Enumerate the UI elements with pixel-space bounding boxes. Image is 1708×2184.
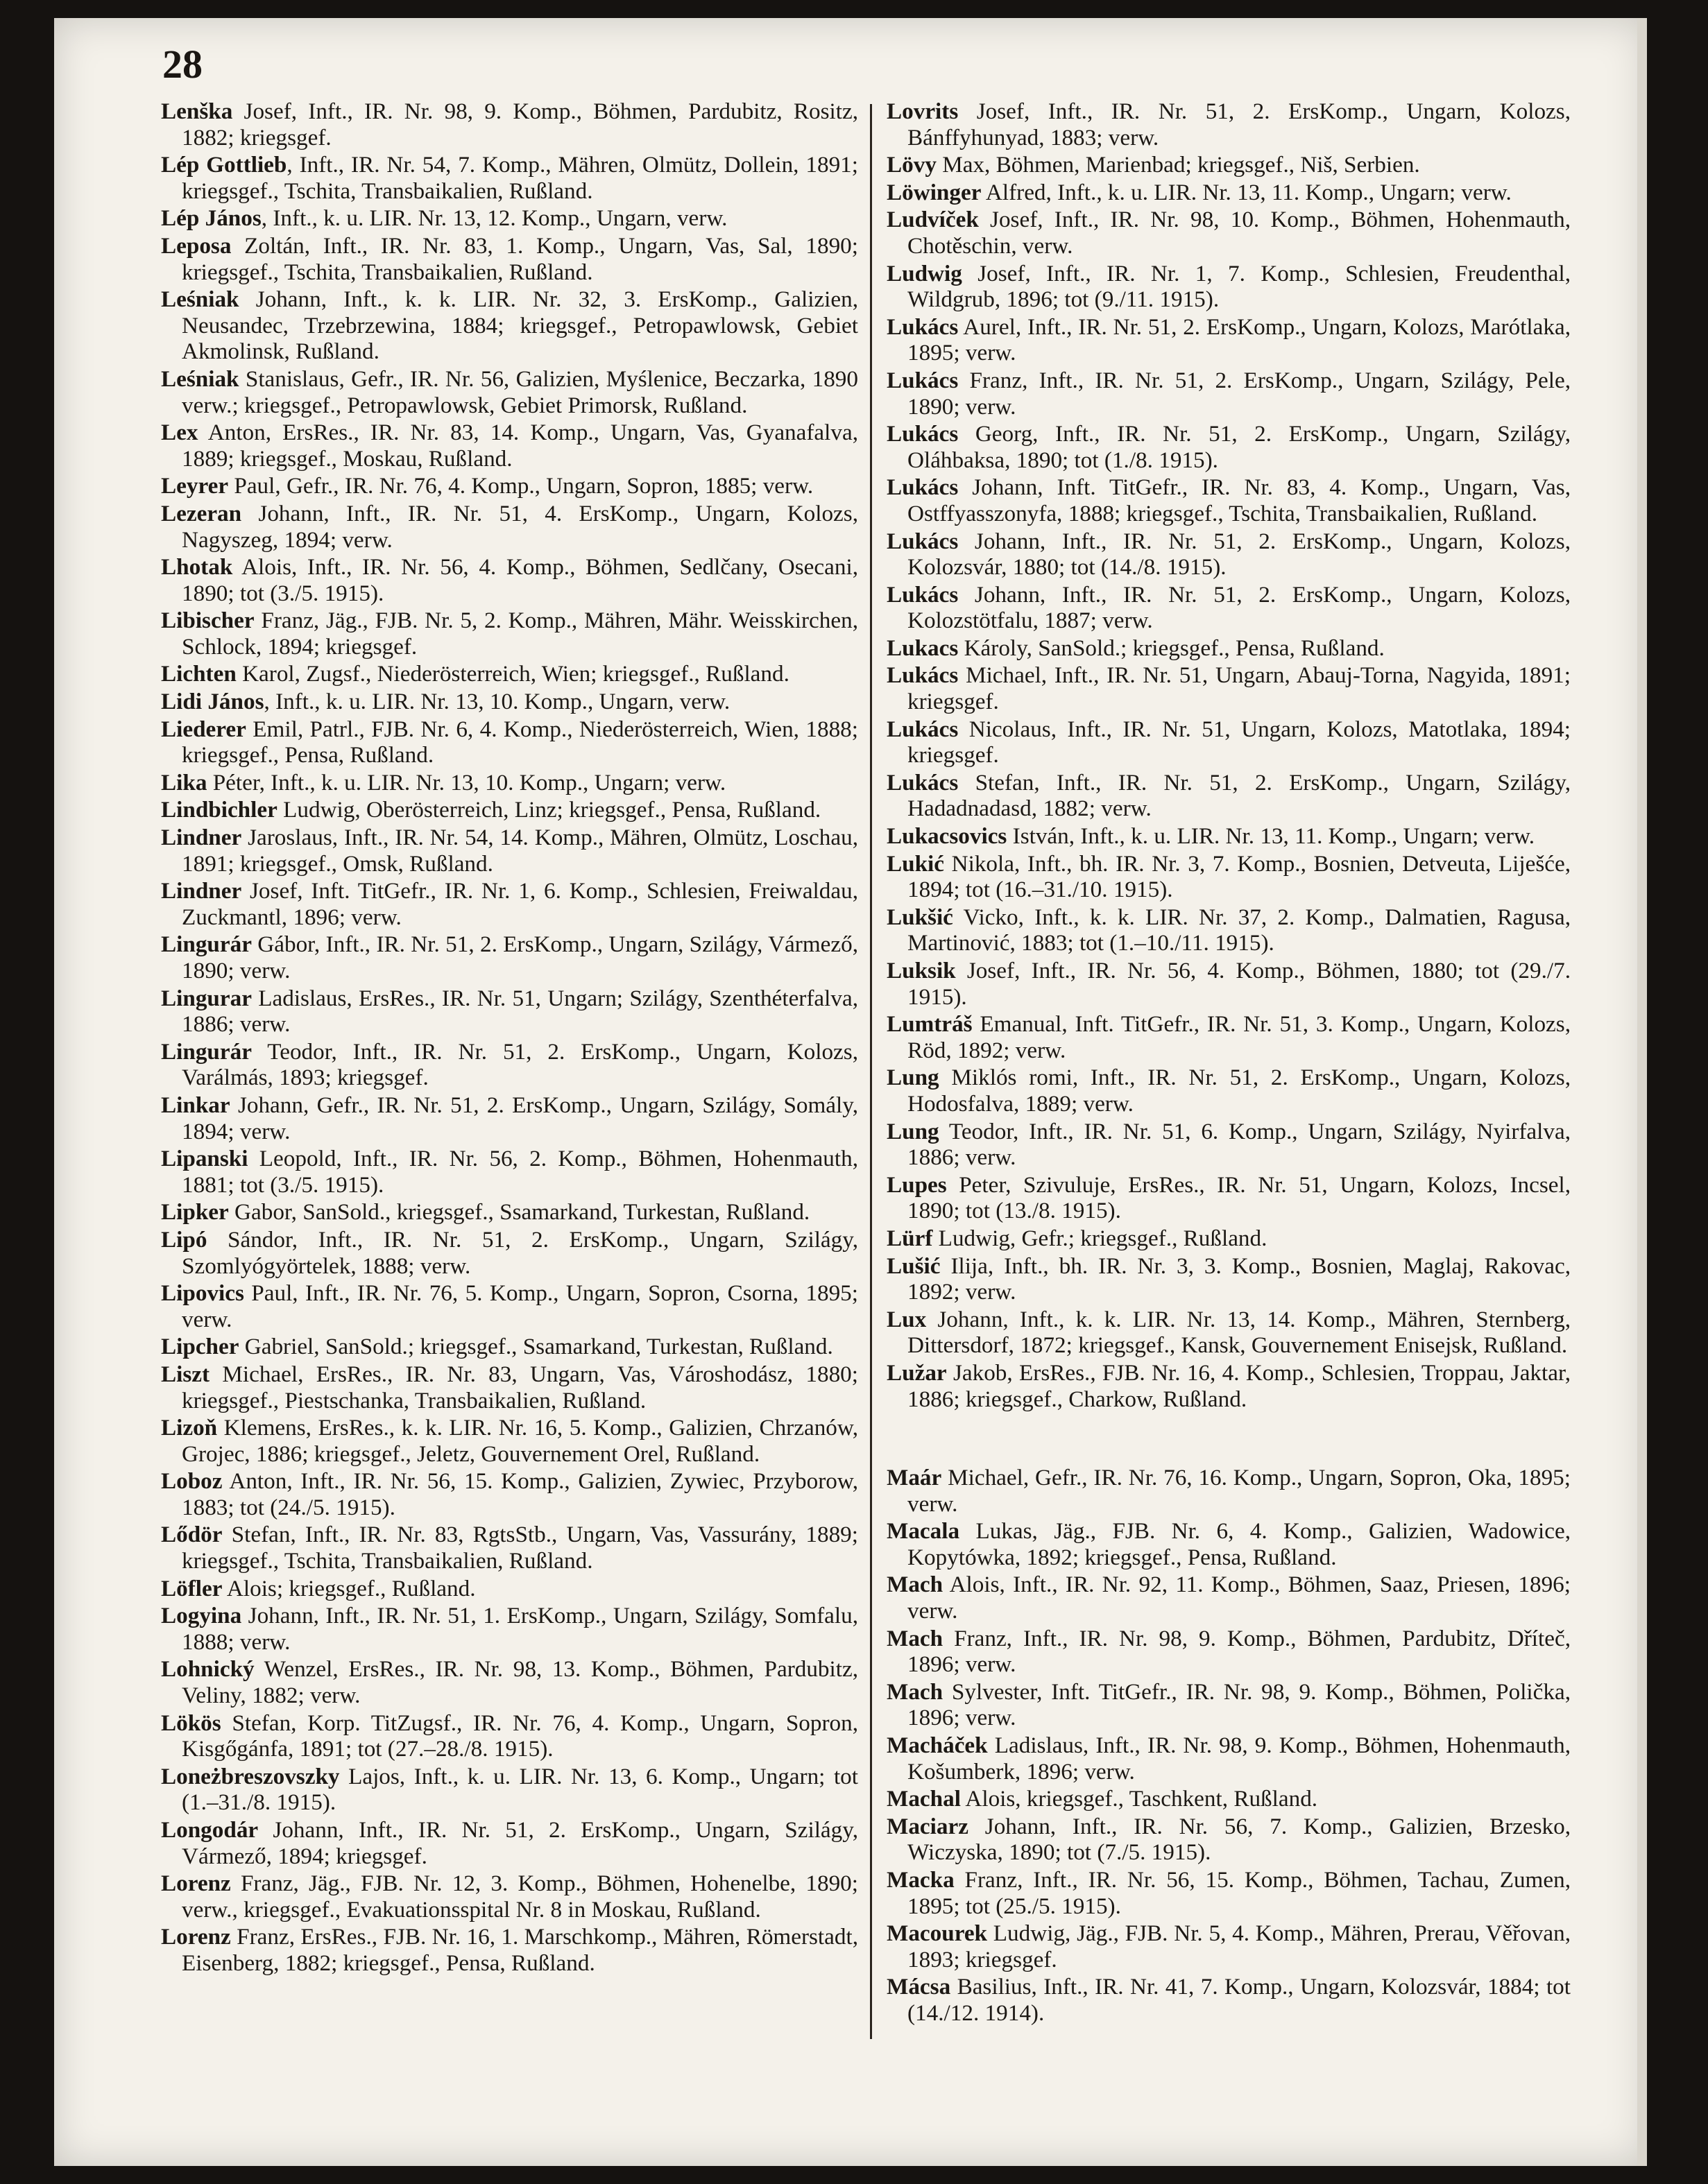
entry-details: Johann, Inft. TitGefr., IR. Nr. 83, 4. Komp., Ungarn, Vas, Ostffyasszonyfa, 1888; kriegsgef., Tschita, Transbaikalien, Rußland.	[907, 474, 1571, 526]
entry-details: Sylvester, Inft. TitGefr., IR. Nr. 98, 9. Komp., Böhmen, Polička, 1896; verw.	[907, 1678, 1571, 1731]
entry-surname: Logyina	[161, 1603, 242, 1629]
left-column	[161, 98, 858, 1978]
list-entry	[887, 98, 1571, 151]
list-entry	[161, 1415, 858, 1467]
entry-details: Franz, Inft., IR. Nr. 56, 15. Komp., Böhmen, Tachau, Zumen, 1895; tot (25./5. 1915).	[907, 1867, 1571, 1919]
entry-details: Teodor, Inft., IR. Nr. 51, 2. ErsKomp., Ungarn, Kolozs, Varálmás, 1893; kriegsgef.	[182, 1038, 858, 1091]
entry-details: Klemens, ErsRes., k. k. LIR. Nr. 16, 5. Komp., Galizien, Chrzanów, Grojec, 1886; kriegsgef., Jeletz, Gouvernement Orel, Rußland.	[182, 1415, 858, 1467]
entry-details: Franz, Inft., IR. Nr. 51, 2. ErsKomp., Ungarn, Szilágy, Pele, 1890; verw.	[907, 367, 1571, 420]
entry-surname: Maár	[887, 1465, 942, 1491]
list-entry	[887, 1360, 1571, 1412]
list-entry	[161, 661, 858, 687]
entry-details: Miklós romi, Inft., IR. Nr. 51, 2. ErsKomp., Ungarn, Kolozs, Hodosfalva, 1889; verw.	[907, 1065, 1571, 1117]
entry-details: Ladislaus, ErsRes., IR. Nr. 51, Ungarn; Szilágy, Szenthéterfalva, 1886; verw.	[182, 985, 858, 1038]
entry-details: Johann, Inft., IR. Nr. 51, 2. ErsKomp., Ungarn, Kolozs, Kolozstötfalu, 1887; verw.	[907, 581, 1571, 634]
list-entry	[887, 528, 1571, 581]
list-entry	[161, 1227, 858, 1279]
entry-details: Peter, Szivuluje, ErsRes., IR. Nr. 51, Ungarn, Kolozs, Incsel, 1890; tot (13./8. 1915).	[907, 1171, 1571, 1224]
entry-details: István, Inft., k. u. LIR. Nr. 13, 11. Komp., Ungarn; verw.	[1007, 823, 1535, 850]
list-entry	[161, 878, 858, 930]
entry-surname: Linkar	[161, 1092, 230, 1118]
entry-surname: Lex	[161, 420, 198, 446]
entry-details: Ludwig, Jäg., FJB. Nr. 5, 4. Komp., Mähren, Prerau, Věřovan, 1893; kriegsgef.	[907, 1920, 1571, 1972]
entry-surname: Liszt	[161, 1361, 210, 1387]
entry-details: Gábor, Inft., IR. Nr. 51, 2. ErsKomp., Ungarn, Szilágy, Vármező, 1890; verw.	[182, 931, 858, 983]
list-entry	[887, 1253, 1571, 1305]
list-entry	[887, 1679, 1571, 1731]
list-entry	[161, 554, 858, 606]
list-entry	[161, 1334, 858, 1360]
entry-details: Lukas, Jäg., FJB. Nr. 6, 4. Komp., Galizien, Wadowice, Kopytówka, 1892; kriegsgef., Pensa, Rußland.	[907, 1518, 1571, 1570]
entry-surname: Lürf	[887, 1225, 933, 1251]
entry-surname: Lupes	[887, 1171, 947, 1198]
list-entry	[887, 1732, 1571, 1785]
list-entry	[887, 1786, 1571, 1812]
entry-surname: Leyrer	[161, 473, 229, 499]
entry-details: , Inft., k. u. LIR. Nr. 13, 10. Komp., Ungarn, verw.	[264, 689, 731, 715]
entry-surname: Loneżbreszovszky	[161, 1763, 340, 1789]
entry-surname: Lika	[161, 769, 207, 796]
list-entry	[887, 1867, 1571, 1919]
list-entry	[887, 582, 1571, 634]
page-edge	[1637, 18, 1647, 2166]
entry-surname: Lindbichler	[161, 797, 277, 823]
entry-surname: Lohnický	[161, 1656, 255, 1683]
list-entry	[161, 501, 858, 553]
list-entry	[887, 635, 1571, 662]
entry-details: Georg, Inft., IR. Nr. 51, 2. ErsKomp., Ungarn, Szilágy, Oláhbaksa, 1890; tot (1./8. 1915).	[907, 421, 1571, 473]
list-entry	[887, 368, 1571, 420]
entry-details: Stefan, Inft., IR. Nr. 51, 2. ErsKomp., Ungarn, Szilágy, Hadadnadasd, 1882; verw.	[907, 769, 1571, 822]
entry-details: Alois, kriegsgef., Taschkent, Rußland.	[960, 1786, 1318, 1812]
entry-details: Aurel, Inft., IR. Nr. 51, 2. ErsKomp., Ungarn, Kolozs, Marótlaka, 1895; verw.	[907, 313, 1571, 366]
entry-surname: Macháček	[887, 1732, 988, 1759]
list-entry	[887, 180, 1571, 206]
entry-surname: Liederer	[161, 716, 246, 742]
entry-surname: Lindner	[161, 878, 242, 904]
entry-details: Stanislaus, Gefr., IR. Nr. 56, Galizien, Myślenice, Beczarka, 1890 verw.; kriegsgef., Petropawlowsk, Gebiet Primorsk, Rußland.	[182, 366, 858, 418]
entry-surname: Lukács	[887, 474, 959, 501]
list-entry	[887, 851, 1571, 903]
entry-details: Lajos, Inft., k. u. LIR. Nr. 13, 6. Komp., Ungarn; tot (1.–31./8. 1915).	[182, 1763, 858, 1816]
entry-surname: Lukács	[887, 769, 959, 796]
list-entry	[887, 770, 1571, 822]
entry-details: Gabriel, SanSold.; kriegsgef., Ssamarkand, Turkestan, Rußland.	[239, 1334, 833, 1360]
entry-details: Károly, SanSold.; kriegsgef., Pensa, Rußland.	[958, 635, 1385, 661]
list-entry	[161, 1039, 858, 1091]
list-entry	[887, 1011, 1571, 1063]
entry-surname: Lux	[887, 1306, 927, 1332]
column-divider	[870, 104, 872, 2039]
entry-details: Franz, Jäg., FJB. Nr. 5, 2. Komp., Mähren, Mähr. Weisskirchen, Schlock, 1894; kriegsgef.	[182, 608, 858, 660]
entry-details: Anton, Inft., IR. Nr. 56, 15. Komp., Galizien, Zywiec, Przyborow, 1883; tot (24./5. 1915).	[182, 1468, 858, 1520]
list-entry	[161, 931, 858, 983]
entry-details: Teodor, Inft., IR. Nr. 51, 6. Komp., Ungarn, Szilágy, Nyirfalva, 1886; verw.	[907, 1118, 1571, 1171]
entry-surname: Lidi János	[161, 689, 264, 715]
entry-details: , Inft., k. u. LIR. Nr. 13, 12. Komp., Ungarn, verw.	[261, 205, 728, 232]
list-entry	[161, 1522, 858, 1574]
list-entry	[161, 716, 858, 768]
list-entry	[887, 314, 1571, 366]
entry-details: Josef, Inft., IR. Nr. 1, 7. Komp., Schlesien, Freudenthal, Wildgrub, 1896; tot (9./11. 1915).	[907, 260, 1571, 313]
entry-details: Wenzel, ErsRes., IR. Nr. 98, 13. Komp., Böhmen, Pardubitz, Veliny, 1882; verw.	[182, 1656, 858, 1709]
list-entry	[887, 904, 1571, 956]
entry-surname: Lušić	[887, 1253, 941, 1279]
entry-surname: Lingurár	[161, 931, 252, 958]
entry-surname: Lingurár	[161, 1038, 252, 1065]
entry-surname: Lukács	[887, 421, 959, 447]
entry-surname: Ludvíček	[887, 207, 979, 233]
entry-details: Emil, Patrl., FJB. Nr. 6, 4. Komp., Niederösterreich, Wien, 1888; kriegsgef., Pensa, Rußland.	[182, 716, 858, 768]
list-entry	[161, 473, 858, 499]
entry-surname: Lipovics	[161, 1280, 244, 1307]
entry-surname: Mach	[887, 1678, 943, 1705]
section-break	[887, 1413, 1571, 1465]
list-entry	[161, 825, 858, 877]
entry-surname: Lipcher	[161, 1334, 239, 1360]
entry-details: Ilija, Inft., bh. IR. Nr. 3, 3. Komp., Bosnien, Maglaj, Rakovac, 1892; verw.	[907, 1253, 1571, 1305]
entry-surname: Lorenz	[161, 1871, 231, 1897]
list-entry	[161, 98, 858, 151]
entry-details: Johann, Gefr., IR. Nr. 51, 2. ErsKomp., Ungarn, Szilágy, Somály, 1894; verw.	[182, 1092, 858, 1144]
entry-surname: Lukács	[887, 716, 959, 742]
list-entry	[161, 1280, 858, 1332]
entry-surname: Lökös	[161, 1710, 221, 1736]
list-entry	[161, 689, 858, 715]
list-entry	[887, 1226, 1571, 1252]
entry-details: Leopold, Inft., IR. Nr. 56, 2. Komp., Böhmen, Hohenmauth, 1881; tot (3./5. 1915).	[182, 1146, 858, 1198]
list-entry	[161, 233, 858, 285]
entry-surname: Leśniak	[161, 286, 239, 313]
entry-details: Paul, Inft., IR. Nr. 76, 5. Komp., Ungarn, Sopron, Csorna, 1895; verw.	[182, 1280, 858, 1332]
list-entry	[887, 1119, 1571, 1171]
entry-surname: Löfler	[161, 1575, 223, 1601]
list-entry	[161, 1603, 858, 1655]
entry-surname: Lukács	[887, 528, 959, 554]
list-entry	[161, 1199, 858, 1226]
list-entry	[887, 261, 1571, 313]
entry-surname: Machal	[887, 1786, 961, 1812]
entry-details: Johann, Inft., k. k. LIR. Nr. 32, 3. ErsKomp., Galizien, Neusandec, Trzebrzewina, 1884; kriegsgef., Petropawlowsk, Gebiet Akmolinsk, Rußland.	[182, 286, 858, 365]
entry-details: Ludwig, Gefr.; kriegsgef., Rußland.	[932, 1225, 1267, 1251]
entry-surname: Macourek	[887, 1920, 988, 1947]
list-entry	[887, 1307, 1571, 1359]
entry-details: Anton, ErsRes., IR. Nr. 83, 14. Komp., Ungarn, Vas, Gyanafalva, 1889; kriegsgef., Moskau, Rußland.	[182, 420, 858, 472]
entry-details: Paul, Gefr., IR. Nr. 76, 4. Komp., Ungarn, Sopron, 1885; verw.	[228, 473, 814, 499]
entry-surname: Mach	[887, 1572, 943, 1598]
entry-details: Nikola, Inft., bh. IR. Nr. 3, 7. Komp., Bosnien, Detveuta, Liješće, 1894; tot (16.–31./10. 1915).	[907, 850, 1571, 903]
entry-details: Karol, Zugsf., Niederösterreich, Wien; kriegsgef., Rußland.	[236, 661, 789, 687]
entry-details: Josef, Inft., IR. Nr. 56, 4. Komp., Böhmen, 1880; tot (29./7. 1915).	[907, 958, 1571, 1010]
list-entry	[161, 1468, 858, 1520]
entry-details: Johann, Inft., IR. Nr. 56, 7. Komp., Galizien, Brzesko, Wiczyska, 1890; tot (7./5. 1915).	[907, 1813, 1571, 1866]
entry-details: Michael, ErsRes., IR. Nr. 83, Ungarn, Vas, Városhodász, 1880; kriegsgef., Piestschanka, Transbaikalien, Rußland.	[182, 1361, 858, 1413]
entry-surname: Lukács	[887, 662, 959, 689]
list-entry	[161, 1817, 858, 1869]
list-entry	[161, 1361, 858, 1413]
entry-surname: Lorenz	[161, 1924, 231, 1950]
list-entry	[887, 662, 1571, 714]
entry-details: Sándor, Inft., IR. Nr. 51, 2. ErsKomp., Ungarn, Szilágy, Szomlyógyörtelek, 1888; verw.	[182, 1226, 858, 1279]
entry-details: Josef, Inft., IR. Nr. 98, 10. Komp., Böhmen, Hohenmauth, Chotěschin, verw.	[907, 207, 1571, 259]
entry-surname: Macka	[887, 1867, 955, 1893]
list-entry	[161, 770, 858, 796]
list-entry	[887, 1065, 1571, 1117]
entry-surname: Longodár	[161, 1817, 259, 1843]
list-entry	[161, 608, 858, 660]
entry-details: Jakob, ErsRes., FJB. Nr. 16, 4. Komp., Schlesien, Troppau, Jaktar, 1886; kriegsgef., Charkow, Rußland.	[907, 1359, 1571, 1412]
entry-surname: Maciarz	[887, 1813, 968, 1839]
entry-surname: Lukács	[887, 313, 959, 340]
entry-details: , Inft., IR. Nr. 54, 7. Komp., Mähren, Olmütz, Dollein, 1891; kriegsgef., Tschita, Transbaikalien, Rußland.	[182, 152, 858, 204]
entry-details: Péter, Inft., k. u. LIR. Nr. 13, 10. Komp., Ungarn; verw.	[207, 769, 726, 796]
entry-details: Emanual, Inft. TitGefr., IR. Nr. 51, 3. Komp., Ungarn, Kolozs, Röd, 1892; verw.	[907, 1011, 1571, 1063]
entry-details: Franz, ErsRes., FJB. Nr. 16, 1. Marschkomp., Mähren, Römerstadt, Eisenberg, 1882; kriegsgef., Pensa, Rußland.	[182, 1924, 858, 1976]
list-entry	[887, 421, 1571, 473]
entry-surname: Lumtráš	[887, 1011, 973, 1038]
list-entry	[161, 286, 858, 365]
entry-details: Franz, Jäg., FJB. Nr. 12, 3. Komp., Böhmen, Hohenelbe, 1890; verw., kriegsgef., Evakuationsspital Nr. 8 in Moskau, Rußland.	[182, 1871, 858, 1923]
entry-surname: Lipó	[161, 1226, 207, 1253]
entry-surname: Lung	[887, 1065, 939, 1091]
entry-surname: Lukacs	[887, 635, 959, 661]
entry-surname: Loboz	[161, 1468, 223, 1495]
list-entry	[887, 1465, 1571, 1517]
entry-details: Alois, Inft., IR. Nr. 56, 4. Komp., Böhmen, Sedlčany, Osecani, 1890; tot (3./5. 1915).	[182, 554, 858, 606]
list-entry	[887, 1172, 1571, 1224]
entry-details: Josef, Inft., IR. Nr. 98, 9. Komp., Böhmen, Pardubitz, Rositz, 1882; kriegsgef.	[182, 98, 858, 151]
list-entry	[887, 207, 1571, 259]
entry-details: Michael, Gefr., IR. Nr. 76, 16. Komp., Ungarn, Sopron, Oka, 1895; verw.	[907, 1465, 1571, 1517]
right-column	[887, 98, 1571, 2028]
entry-surname: Lipker	[161, 1199, 229, 1226]
entry-details: Stefan, Korp. TitZugsf., IR. Nr. 76, 4. Komp., Ungarn, Sopron, Kisgőgánfa, 1891; tot (27.–28./8. 1915).	[182, 1710, 858, 1762]
entry-details: Jaroslaus, Inft., IR. Nr. 54, 14. Komp., Mähren, Olmütz, Loschau, 1891; kriegsgef., Omsk, Rußland.	[182, 825, 858, 877]
entry-details: Alois, Inft., IR. Nr. 92, 11. Komp., Böhmen, Saaz, Priesen, 1896; verw.	[907, 1572, 1571, 1624]
list-entry	[887, 152, 1571, 178]
entry-details: Johann, Inft., IR. Nr. 51, 1. ErsKomp., Ungarn, Szilágy, Somfalu, 1888; verw.	[182, 1603, 858, 1655]
list-entry	[161, 1871, 858, 1923]
list-entry	[887, 716, 1571, 768]
entry-surname: Mach	[887, 1625, 943, 1651]
list-entry	[161, 1764, 858, 1816]
entry-details: Johann, Inft., IR. Nr. 51, 2. ErsKomp., Ungarn, Kolozs, Kolozsvár, 1880; tot (14./8. 1915).	[907, 528, 1571, 581]
entry-surname: Lung	[887, 1118, 939, 1144]
entry-surname: Mácsa	[887, 1974, 951, 2000]
entry-surname: Luksik	[887, 958, 956, 983]
entry-details: Johann, Inft., IR. Nr. 51, 4. ErsKomp., Ungarn, Kolozs, Nagyszeg, 1894; verw.	[182, 500, 858, 553]
list-entry	[161, 152, 858, 204]
list-entry	[161, 1924, 858, 1976]
entry-details: Johann, Inft., IR. Nr. 51, 2. ErsKomp., Ungarn, Szilágy, Vármező, 1894; kriegsgef.	[182, 1817, 858, 1869]
list-entry	[161, 420, 858, 472]
list-entry	[887, 823, 1571, 850]
list-entry	[161, 1710, 858, 1762]
list-entry	[161, 986, 858, 1038]
list-entry	[887, 474, 1571, 526]
entry-details: Johann, Inft., k. k. LIR. Nr. 13, 14. Komp., Mähren, Sternberg, Dittersdorf, 1872; kriegsgef., Kansk, Gouvernement Enisejsk, Rußland.	[907, 1306, 1571, 1359]
entry-surname: Lukács	[887, 367, 959, 393]
entry-details: Ludwig, Oberösterreich, Linz; kriegsgef., Pensa, Rußland.	[277, 797, 821, 823]
entry-surname: Lukić	[887, 850, 945, 877]
entry-details: Josef, Inft. TitGefr., IR. Nr. 1, 6. Komp., Schlesien, Freiwaldau, Zuckmantl, 1896; verw.	[182, 878, 858, 930]
entry-surname: Lezeran	[161, 500, 242, 526]
list-entry	[887, 1572, 1571, 1624]
entry-details: Gabor, SanSold., kriegsgef., Ssamarkand, Turkestan, Rußland.	[228, 1199, 810, 1226]
entry-details: Nicolaus, Inft., IR. Nr. 51, Ungarn, Kolozs, Matotlaka, 1894; kriegsgef.	[907, 716, 1571, 768]
entry-surname: Löwinger	[887, 179, 982, 205]
entry-details: Franz, Inft., IR. Nr. 98, 9. Komp., Böhmen, Pardubitz, Dříteč, 1896; verw.	[907, 1625, 1571, 1678]
list-entry	[887, 958, 1571, 1010]
entry-details: Michael, Inft., IR. Nr. 51, Ungarn, Abauj-Torna, Nagyida, 1891; kriegsgef.	[907, 662, 1571, 715]
list-entry	[161, 1146, 858, 1198]
list-entry	[887, 1974, 1571, 2026]
entry-surname: Ludwig	[887, 260, 962, 286]
entry-surname: Lovrits	[887, 98, 959, 124]
entry-details: Zoltán, Inft., IR. Nr. 83, 1. Komp., Ungarn, Vas, Sal, 1890; kriegsgef., Tschita, Transbaikalien, Rußland.	[182, 232, 858, 285]
entry-surname: Leśniak	[161, 366, 239, 392]
entry-surname: Libischer	[161, 608, 255, 634]
list-entry	[161, 797, 858, 823]
page-number: 28	[162, 42, 203, 87]
entry-surname: Lukács	[887, 581, 959, 608]
entry-surname: Lipanski	[161, 1146, 248, 1172]
entry-surname: Leposa	[161, 232, 232, 259]
entry-surname: Lhotak	[161, 554, 233, 581]
entry-details: Alfred, Inft., k. u. LIR. Nr. 13, 11. Komp., Ungarn; verw.	[981, 179, 1512, 205]
entry-surname: Lukacsovics	[887, 823, 1007, 850]
entry-surname: Lingurar	[161, 985, 252, 1011]
list-entry	[161, 366, 858, 418]
entry-details: Josef, Inft., IR. Nr. 51, 2. ErsKomp., Ungarn, Kolozs, Bánffyhunyad, 1883; verw.	[907, 98, 1571, 151]
list-entry	[161, 205, 858, 232]
entry-details: Basilius, Inft., IR. Nr. 41, 7. Komp., Ungarn, Kolozsvár, 1884; tot (14./12. 1914).	[907, 1974, 1571, 2026]
entry-surname: Lövy	[887, 152, 937, 178]
entry-details: Ladislaus, Inft., IR. Nr. 98, 9. Komp., Böhmen, Hohenmauth, Košumberk, 1896; verw.	[907, 1732, 1571, 1785]
entry-surname: Lizoň	[161, 1415, 218, 1441]
entry-surname: Lindner	[161, 825, 242, 851]
entry-surname: Lenška	[161, 98, 233, 124]
list-entry	[887, 1920, 1571, 1972]
entry-surname: Macala	[887, 1518, 960, 1545]
list-entry	[161, 1656, 858, 1708]
entry-details: Alois; kriegsgef., Rußland.	[222, 1575, 476, 1601]
list-entry	[161, 1092, 858, 1144]
entry-surname: Lužar	[887, 1359, 947, 1386]
entry-surname: Lép János	[161, 205, 262, 232]
entry-surname: Lukšić	[887, 904, 953, 930]
list-entry	[887, 1814, 1571, 1866]
entry-surname: Lődör	[161, 1522, 223, 1548]
entry-surname: Lichten	[161, 661, 237, 687]
entry-details: Max, Böhmen, Marienbad; kriegsgef., Niš, Serbien.	[936, 152, 1420, 178]
list-entry	[161, 1576, 858, 1602]
list-entry	[887, 1518, 1571, 1570]
entry-details: Vicko, Inft., k. k. LIR. Nr. 37, 2. Komp., Dalmatien, Ragusa, Martinović, 1883; tot (1.–10./11. 1915).	[907, 904, 1571, 956]
list-entry	[887, 1626, 1571, 1678]
entry-details: Stefan, Inft., IR. Nr. 83, RgtsStb., Ungarn, Vas, Vassurány, 1889; kriegsgef., Tschita, Transbaikalien, Rußland.	[182, 1522, 858, 1574]
entry-surname: Lép Gottlieb	[161, 152, 287, 178]
